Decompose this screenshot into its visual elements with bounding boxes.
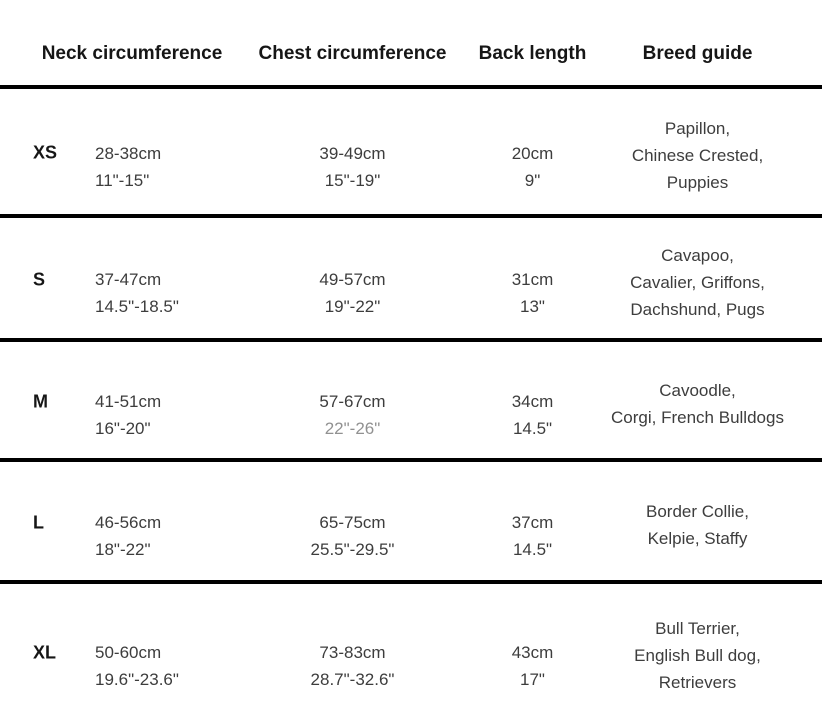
chest-cm-value: 49-57cm: [319, 270, 386, 289]
breed-line: Puppies: [666, 173, 729, 192]
table-row: [0, 214, 822, 338]
back-length-cell: [455, 639, 610, 693]
breed-line: Bull Terrier,: [655, 618, 740, 638]
chest-cm-value: 73-83cm: [319, 643, 386, 662]
back-cm-value: 34cm: [511, 392, 554, 411]
neck-circumference-cell: [88, 388, 250, 442]
neck-inches-value: 14.5"-18.5": [95, 297, 179, 316]
size-label: M: [33, 391, 48, 411]
neck-circumference-cell: [88, 140, 250, 194]
back-cm-value: 31cm: [511, 270, 554, 289]
breed-line: Kelpie, Staffy: [647, 529, 748, 548]
back-length-cell: [455, 509, 610, 563]
breed-line: Chinese Crested,: [631, 146, 764, 165]
back-cm-value: 37cm: [511, 513, 554, 532]
back-cm-value: 43cm: [511, 643, 554, 662]
back-length-cell: [455, 388, 610, 442]
neck-cm-value: 41-51cm: [95, 392, 162, 411]
chest-circumference-cell: [250, 266, 455, 320]
breed-line: Border Collie,: [646, 502, 749, 521]
neck-circumference-cell: [88, 266, 250, 320]
back-inches-value: 9": [524, 170, 541, 190]
chest-circumference-cell: [250, 388, 455, 442]
back-cm-value: 20cm: [511, 143, 554, 163]
chest-circumference-cell: [250, 509, 455, 563]
breed-line: Cavoodle,: [659, 381, 736, 400]
breed-line: Papillon,: [664, 119, 731, 138]
back-inches-value: 14.5": [512, 540, 553, 559]
breed-guide-cell: [610, 242, 785, 323]
neck-cm-value: 50-60cm: [95, 643, 162, 662]
size-label: XL: [33, 642, 57, 662]
breed-line: English Bull dog,: [634, 645, 761, 665]
neck-circumference-cell: [88, 509, 250, 563]
chest-inches-value: 22"-26": [324, 419, 381, 438]
table-body: [0, 85, 822, 718]
breed-line: Corgi, French Bulldogs: [611, 408, 784, 427]
chest-cm-value: 65-75cm: [319, 513, 386, 532]
neck-inches-value: 19.6"-23.6": [95, 670, 179, 689]
chest-inches-value: 25.5"-29.5": [310, 540, 395, 559]
chest-circumference-cell: [250, 639, 455, 693]
header-back-length: Back length: [478, 43, 587, 64]
header-chest-circumference: Chest circumference: [258, 43, 447, 64]
table-row: [0, 458, 822, 580]
breed-line: Dachshund, Pugs: [630, 299, 765, 319]
breed-guide-cell: [610, 498, 785, 552]
breed-guide-cell: [610, 377, 785, 431]
header-breed-guide: Breed guide: [642, 43, 753, 64]
table-row: [0, 580, 822, 718]
breed-guide-cell: [610, 615, 785, 696]
back-length-cell: [455, 140, 610, 194]
size-label: XS: [33, 142, 58, 163]
breed-guide-cell: [610, 115, 785, 196]
neck-cm-value: 28-38cm: [95, 143, 162, 163]
chest-cm-value: 57-67cm: [319, 392, 386, 411]
back-inches-value: 14.5": [512, 419, 553, 438]
breed-line: Retrievers: [658, 672, 737, 692]
back-length-cell: [455, 266, 610, 320]
breed-line: Cavapoo,: [661, 245, 734, 265]
neck-inches-value: 11"-15": [95, 170, 150, 190]
table-row: [0, 338, 822, 458]
neck-inches-value: 16"-20": [95, 419, 151, 438]
back-inches-value: 13": [520, 297, 545, 316]
breed-line: Cavalier, Griffons,: [630, 272, 765, 292]
table-header-row: [0, 0, 822, 85]
chest-inches-value: 19"-22": [324, 297, 381, 316]
neck-cm-value: 46-56cm: [95, 513, 162, 532]
neck-circumference-cell: [88, 639, 250, 693]
neck-inches-value: 18"-22": [95, 540, 151, 559]
chest-cm-value: 39-49cm: [319, 143, 386, 163]
back-inches-value: 17": [520, 670, 545, 689]
size-label: S: [33, 269, 46, 289]
size-label: L: [33, 512, 44, 532]
chest-inches-value: 28.7"-32.6": [310, 670, 395, 689]
chest-circumference-cell: [250, 140, 455, 194]
neck-cm-value: 37-47cm: [95, 270, 162, 289]
chest-inches-value: 15"-19": [324, 170, 381, 190]
header-neck-circumference: Neck circumference: [41, 43, 223, 64]
table-row: [0, 85, 822, 214]
